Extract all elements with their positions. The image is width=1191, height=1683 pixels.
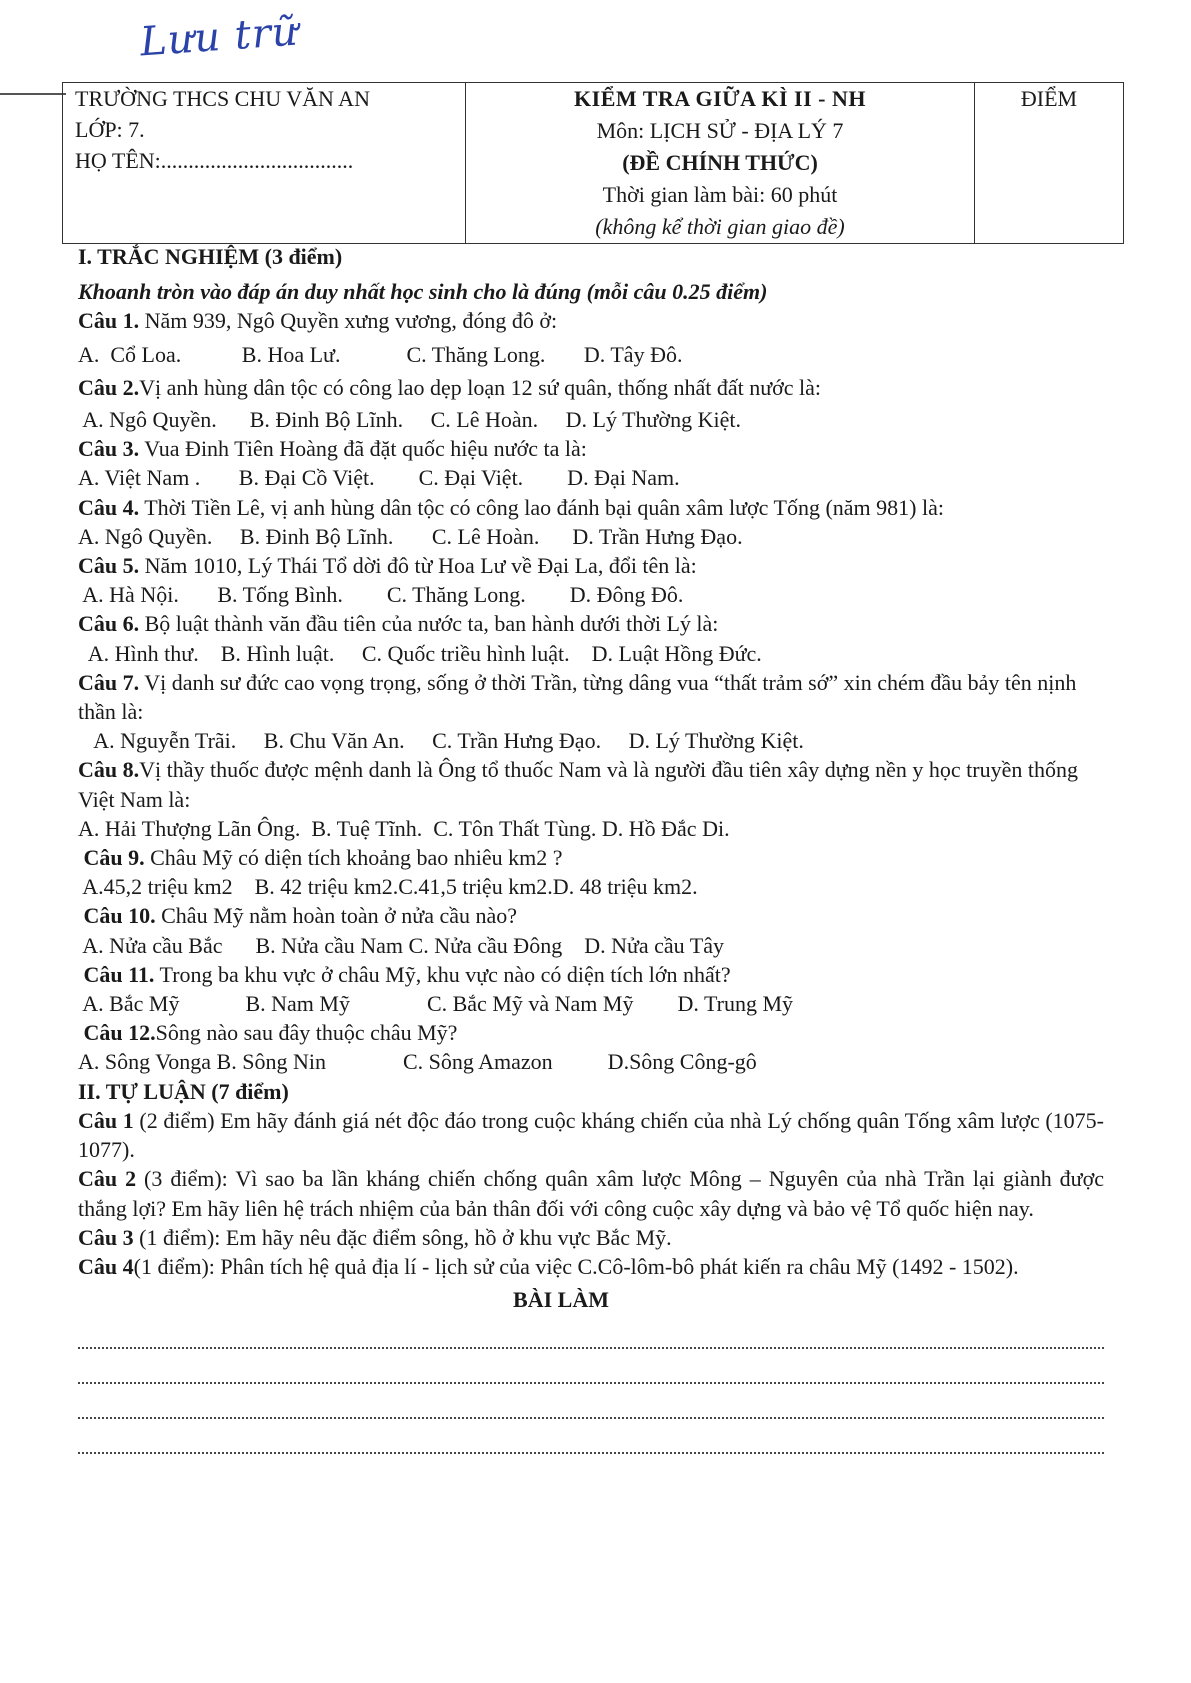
essay-question-3	[78, 1223, 1104, 1252]
question-options: A. Hình thư. B. Hình luật. C. Quốc triều hình luật. D. Luật Hồng Đức.	[78, 640, 762, 666]
question-text: Năm 939, Ngô Quyền xưng vương, đóng đô ở:	[139, 308, 558, 334]
question-options: A. Hà Nội. B. Tống Bình. C. Thăng Long. D. Đông Đô.	[78, 582, 684, 608]
question-text: Bộ luật thành văn đầu tiên của nước ta, ban hành dưới thời Lý là:	[139, 611, 719, 637]
exam-info-cell	[466, 83, 975, 244]
question-3	[78, 434, 1104, 492]
essay-label: Câu 2	[78, 1166, 137, 1192]
question-options: A. Nguyễn Trãi. B. Chu Văn An. C. Trần Hưng Đạo. D. Lý Thường Kiệt.	[78, 728, 804, 754]
question-2	[78, 373, 1104, 434]
question-text: Châu Mỹ nằm hoàn toàn ở nửa cầu nào?	[155, 903, 518, 929]
question-label: Câu 1.	[78, 308, 140, 334]
question-label: Câu 6.	[78, 611, 140, 637]
part1-title: I. TRẮC NGHIỆM (3 điểm)	[78, 244, 343, 269]
question-label: Câu 11.	[78, 961, 155, 987]
question-12	[78, 1018, 1104, 1076]
question-4	[78, 493, 1104, 551]
question-options: A. Cổ Loa. B. Hoa Lư. C. Thăng Long. D. Tây Đô.	[78, 341, 683, 367]
essay-question-1	[78, 1106, 1104, 1164]
essay-question-4	[78, 1252, 1104, 1281]
question-options: A. Việt Nam . B. Đại Cồ Việt. C. Đại Việt. D. Đại Nam.	[78, 465, 680, 491]
handwritten-note: Lưu trữ	[138, 8, 301, 66]
question-options: A. Ngô Quyền. B. Đinh Bộ Lĩnh. C. Lê Hoàn. D. Lý Thường Kiệt.	[78, 407, 741, 433]
question-9	[78, 843, 1104, 901]
answer-line-2	[78, 1353, 1104, 1384]
question-options: A. Bắc Mỹ B. Nam Mỹ C. Bắc Mỹ và Nam Mỹ D. Trung Mỹ	[78, 991, 794, 1017]
question-options: A.45,2 triệu km2 B. 42 triệu km2.C.41,5 triệu km2.D. 48 triệu km2.	[78, 874, 698, 900]
exam-official: (ĐỀ CHÍNH THỨC)	[622, 150, 818, 175]
essay-label: Câu 3	[78, 1224, 134, 1250]
exam-content	[78, 242, 1104, 1454]
question-7	[78, 668, 1104, 756]
question-text: Sông nào sau đây thuộc châu Mỹ?	[155, 1020, 458, 1046]
question-1	[78, 306, 1104, 368]
essay-text: (1 điểm): Phân tích hệ quả địa lí - lịch sử của việc C.Cô-lôm-bô phát kiến ra châu Mỹ (1492 - 1502).	[133, 1253, 1019, 1279]
question-label: Câu 2.	[78, 374, 140, 400]
question-text: Châu Mỹ có diện tích khoảng bao nhiêu km2 ?	[144, 845, 563, 871]
question-options: A. Ngô Quyền. B. Đinh Bộ Lĩnh. C. Lê Hoàn. D. Trần Hưng Đạo.	[78, 523, 743, 549]
essay-text: (3 điểm): Vì sao ba lần kháng chiến chống quân xâm lược Mông – Nguyên của nhà Trần lại giành được thắng lợi? Em hãy liên hệ trách nhiệm của bản thân đối với công cuộc xây dựng và bảo vệ Tổ quốc hiện nay.	[78, 1166, 1104, 1221]
exam-subject: Môn: LỊCH SỬ - ĐỊA LÝ 7	[596, 118, 844, 143]
student-name-line: HỌ TÊN:...................................	[75, 148, 354, 173]
question-text: Vị danh sư đức cao vọng trọng, sống ở thời Trần, từng dâng vua “thất trảm sớ” xin chém đầu bảy tên nịnh thần là:	[78, 669, 1077, 725]
question-label: Câu 5.	[78, 553, 140, 579]
essay-label: Câu 1	[78, 1107, 134, 1133]
work-area-title: BÀI LÀM	[513, 1287, 609, 1313]
exam-note: (không kể thời gian giao đề)	[595, 214, 845, 239]
exam-title: KIỂM TRA GIỮA KÌ II - NH	[574, 86, 866, 111]
question-5	[78, 551, 1104, 609]
scan-artifact-line	[0, 93, 66, 95]
question-label: Câu 7.	[78, 669, 140, 695]
class-line: LỚP: 7.	[75, 117, 145, 142]
question-label: Câu 12.	[78, 1020, 156, 1046]
essay-text: (2 điểm) Em hãy đánh giá nét độc đáo trong cuộc kháng chiến của nhà Lý chống quân Tống xâm lược (1075-1077).	[78, 1107, 1104, 1163]
part2-title: II. TỰ LUẬN (7 điểm)	[78, 1078, 289, 1104]
question-label: Câu 3.	[78, 436, 140, 462]
answer-line-1	[78, 1318, 1104, 1349]
question-options: A. Hải Thượng Lãn Ông. B. Tuệ Tĩnh. C. Tôn Thất Tùng. D. Hồ Đắc Di.	[78, 815, 730, 841]
score-label: ĐIỂM	[1020, 86, 1078, 111]
essay-label: Câu 4	[78, 1253, 134, 1279]
question-8	[78, 755, 1104, 843]
exam-duration: Thời gian làm bài: 60 phút	[602, 182, 838, 207]
essay-text: (1 điểm): Em hãy nêu đặc điểm sông, hồ ở khu vực Bắc Mỹ.	[133, 1224, 672, 1250]
question-label: Câu 9.	[78, 845, 145, 871]
question-text: Vị thầy thuốc được mệnh danh là Ông tổ thuốc Nam và là người đầu tiên xây dựng nền y học truyền thống Việt Nam là:	[78, 757, 1078, 812]
part1-instruction: Khoanh tròn vào đáp án duy nhất học sinh cho là đúng (mỗi câu 0.25 điểm)	[78, 279, 768, 305]
question-text: Trong ba khu vực ở châu Mỹ, khu vực nào có diện tích lớn nhất?	[154, 961, 731, 987]
score-cell	[975, 83, 1124, 244]
question-6	[78, 609, 1104, 667]
question-label: Câu 4.	[78, 494, 140, 520]
school-name: TRƯỜNG THCS CHU VĂN AN	[75, 86, 370, 111]
question-options: A. Sông Vonga B. Sông Nin C. Sông Amazon D.Sông Công-gô	[78, 1049, 757, 1075]
question-10	[78, 901, 1104, 959]
essay-question-2	[78, 1164, 1104, 1222]
answer-line-4	[78, 1423, 1104, 1454]
question-11	[78, 960, 1104, 1018]
question-text: Vị anh hùng dân tộc có công lao dẹp loạn 12 sứ quân, thống nhất đất nước là:	[139, 374, 822, 400]
school-info-cell	[63, 83, 466, 244]
question-text: Thời Tiền Lê, vị anh hùng dân tộc có công lao đánh bại quân xâm lược Tống (năm 981) là:	[139, 494, 944, 520]
question-options: A. Nửa cầu Bắc B. Nửa cầu Nam C. Nửa cầu Đông D. Nửa cầu Tây	[78, 932, 724, 958]
question-label: Câu 8.	[78, 757, 140, 783]
answer-line-3	[78, 1388, 1104, 1419]
question-label: Câu 10.	[78, 903, 156, 929]
question-text: Năm 1010, Lý Thái Tổ dời đô từ Hoa Lư về Đại La, đổi tên là:	[139, 553, 697, 579]
question-text: Vua Đinh Tiên Hoàng đã đặt quốc hiệu nước ta là:	[139, 436, 587, 462]
header-table	[62, 82, 1124, 244]
